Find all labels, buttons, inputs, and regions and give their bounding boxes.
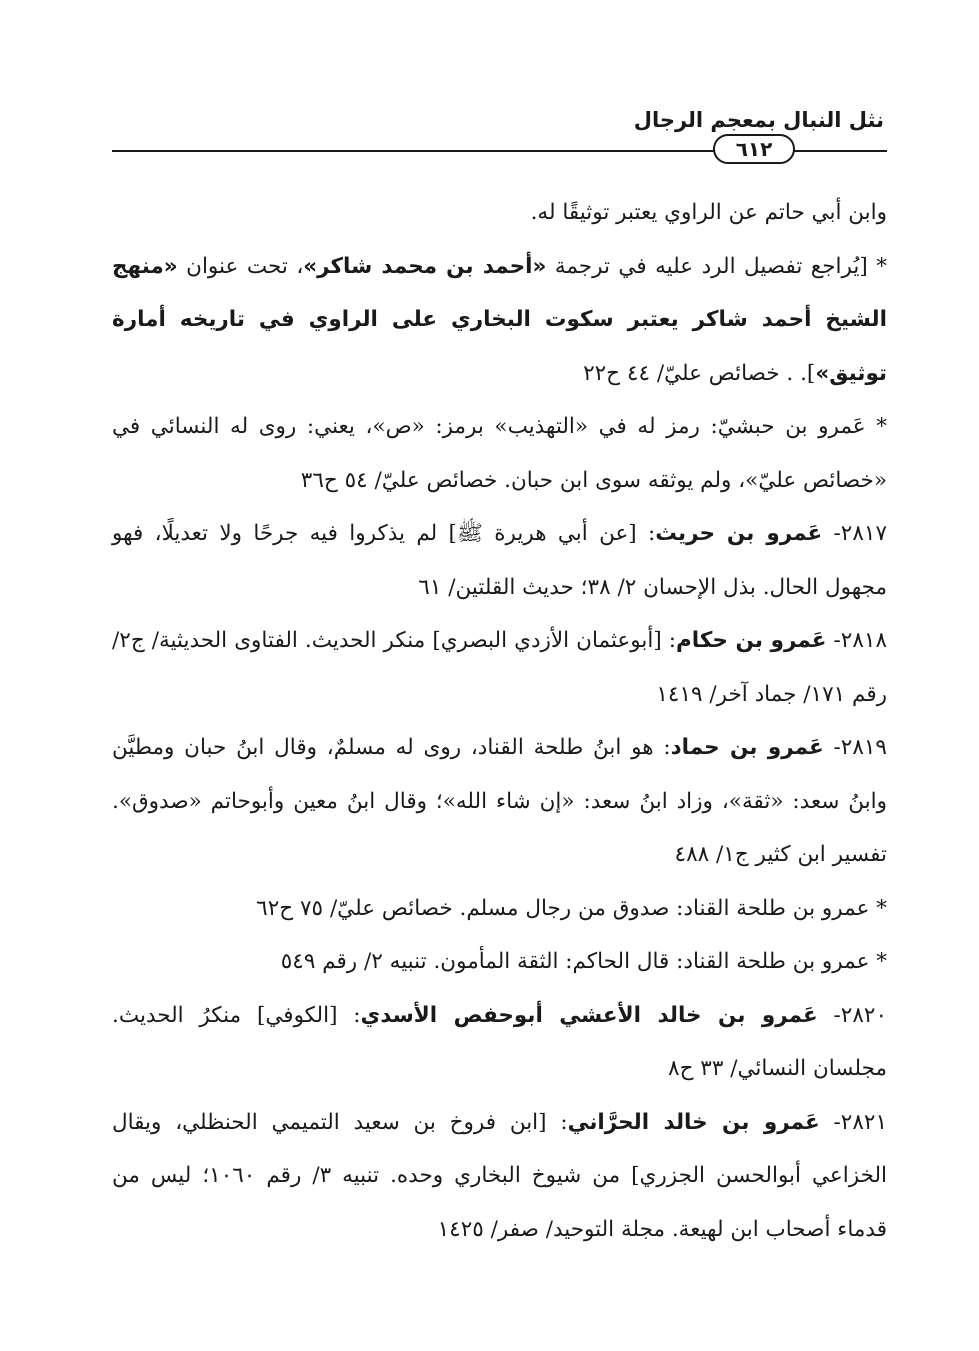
entry-text: : هو ابنُ طلحة القناد، روى له مسلمٌ، وقال ابنُ حبان ومطيَّن وابنُ سعد: «ثقة»، وزاد ابنُ سعد: «إن شاء الله»؛ وقال ابنُ معين وأبوحاتم «صدوق». تفسير ابن كثير ج١/ ٤٨٨	[112, 735, 887, 867]
entry-text: : [ابن فروخ بن سعيد التميمي الحنظلي، ويقال الخزاعي أبوالحسن الجزري] من شيوخ البخاري وحده. تنبيه ٣/ رقم ١٠٦٠؛ ليس من قدماء أصحاب ابن لهيعة. مجلة التوحيد/ صفر/ ١٤٢٥	[112, 1109, 887, 1242]
page-number: ٦١٢	[713, 134, 795, 164]
entry-number: ٢٨٢٠-	[817, 1002, 887, 1028]
entry-text: : [أبوعثمان الأزدي البصري] منكر الحديث. الفتاوى الحديثية/ ج٢/ رقم ١٧١/ جماد آخر/ ١٤١٩	[112, 628, 887, 707]
entry-2817	[112, 507, 887, 614]
paragraph-text: ]. . خصائص عليّ/ ٤٤ ح٢٢	[583, 360, 816, 386]
narrator-name: عَمرو بن حريث	[655, 521, 823, 546]
narrator-name: عَمرو بن حماد	[670, 735, 824, 760]
narrator-name: عَمرو بن خالد الحرَّاني	[567, 1109, 820, 1135]
paragraph	[112, 400, 887, 507]
entry-number: ٢٨١٩-	[823, 735, 887, 760]
entry-text: : [عن أبي هريرة ﷺ] لم يذكروا فيه جرحًا ولا تعديلًا، فهو مجهول الحال. بذل الإحسان ٢/ ٣٨؛ حديث القلتين/ ٦١	[112, 521, 887, 600]
entry-text: : [الكوفي] منكرُ الحديث. مجلسان النسائي/ ٣٣ ح٨	[112, 1002, 887, 1081]
entry-2819	[112, 721, 887, 882]
paragraph-text: * عمرو بن طلحة القناد: صدوق من رجال مسلم. خصائص عليّ/ ٧٥ ح٦٢	[256, 895, 887, 921]
entry-number: ٢٨١٧-	[822, 521, 887, 546]
paragraph	[112, 882, 887, 936]
running-header-title: نثل النبال بمعجم الرجال	[633, 108, 884, 132]
paragraph	[112, 935, 887, 989]
paragraph-text: ، تحت عنوان	[177, 253, 304, 279]
entry-2820	[112, 989, 887, 1096]
bold-reference: «منهج الشيخ أحمد شاكر يعتبر سكوت البخاري على الراوي في تاريخه أمارة توثيق»	[112, 253, 887, 386]
paragraph-text: * عمرو بن طلحة القناد: قال الحاكم: الثقة المأمون. تنبيه ٢/ رقم ٥٤٩	[280, 949, 887, 974]
paragraph-text: وابن أبي حاتم عن الراوي يعتبر توثيقًا له.	[530, 200, 887, 225]
paragraph	[112, 186, 887, 240]
entry-2818	[112, 614, 887, 721]
entry-number: ٢٨٢١-	[819, 1109, 887, 1135]
narrator-name: عَمرو بن حكام	[676, 628, 827, 653]
narrator-name: عَمرو بن خالد الأعشي أبوحفص الأسدي	[360, 1002, 818, 1028]
entry-2821	[112, 1096, 887, 1257]
paragraph	[112, 240, 887, 401]
bold-reference: «أحمد بن محمد شاكر»	[303, 253, 547, 279]
paragraph-text: * [يُراجع تفصيل الرد عليه في ترجمة	[546, 253, 887, 279]
entry-number: ٢٨١٨-	[826, 628, 887, 653]
paragraph-text: * عَمرو بن حبشيّ: رمز له في «التهذيب» برمز: «ص»، يعني: روى له النسائي في «خصائص عليّ»، ولم يوثقه سوى ابن حبان. خصائص عليّ/ ٥٤ ح٣٦	[112, 414, 887, 493]
page-body	[112, 186, 887, 1256]
